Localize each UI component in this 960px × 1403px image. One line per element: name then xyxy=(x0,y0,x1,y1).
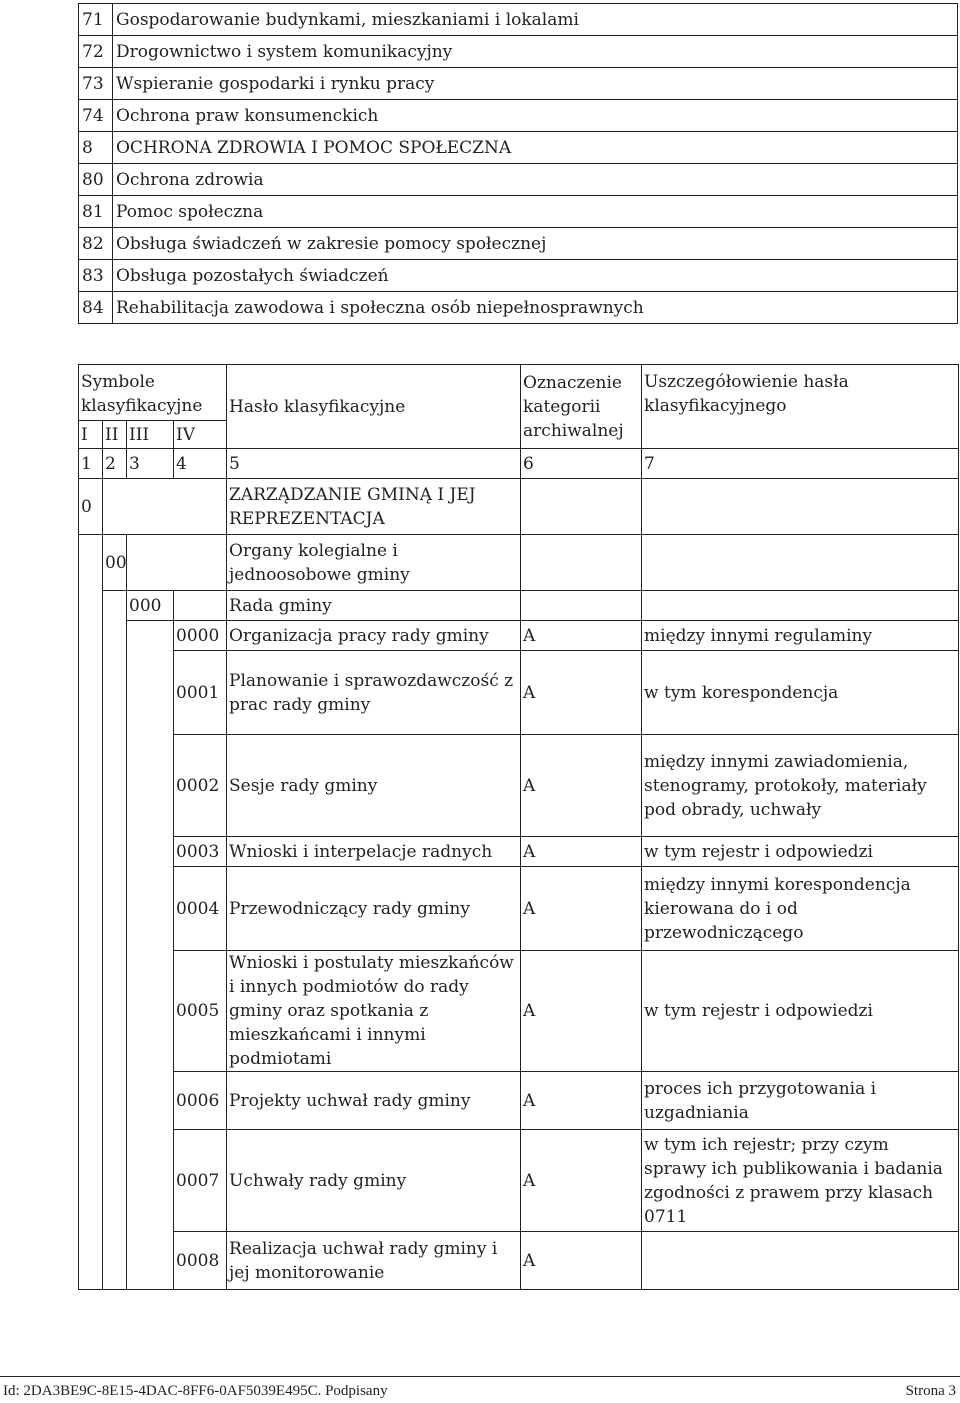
code-cell: 0001 xyxy=(174,651,227,735)
top-label-cell: Ochrona zdrowia xyxy=(113,164,958,196)
top-code-cell: 74 xyxy=(79,100,113,132)
page-number: Strona 3 xyxy=(905,1383,956,1399)
header-uszczegolowienie: Uszczegółowienie hasła klasyfikacyjnego xyxy=(642,365,959,449)
haslo-cell: Uchwały rady gminy xyxy=(227,1130,521,1232)
haslo-cell: Wnioski i postulaty mieszkańców i innych podmiotów do rady gminy oraz spotkania z mieszkańcami i innymi podmiotami xyxy=(227,951,521,1072)
header-haslo: Hasło klasyfikacyjne xyxy=(227,365,521,449)
code-cell: 0004 xyxy=(174,867,227,951)
top-label-cell: Drogownictwo i system komunikacyjny xyxy=(113,36,958,68)
haslo-cell: Organy kolegialne i jednoosobowe gminy xyxy=(227,535,521,591)
uwagi-cell: między innymi korespondencja kierowana do i od przewodniczącego xyxy=(642,867,959,951)
kat-cell: A xyxy=(521,1130,642,1232)
uwagi-cell xyxy=(642,535,959,591)
top-code-cell: 8 xyxy=(79,132,113,164)
top-table-row xyxy=(79,100,958,132)
table-row xyxy=(79,951,959,1072)
top-table-row xyxy=(79,164,958,196)
haslo-cell: Rada gminy xyxy=(227,591,521,621)
page-footer xyxy=(0,1376,960,1403)
uwagi-cell xyxy=(642,591,959,621)
empty-cell xyxy=(103,591,127,1290)
top-table-row xyxy=(79,260,958,292)
top-code-cell: 73 xyxy=(79,68,113,100)
kat-cell: A xyxy=(521,867,642,951)
table-row xyxy=(79,591,959,621)
header-oznaczenie: Oznaczenie kategorii archiwalnej xyxy=(521,365,642,449)
uwagi-cell: w tym korespondencja xyxy=(642,651,959,735)
uwagi-cell: proces ich przygotowania i uzgadniania xyxy=(642,1072,959,1130)
kat-cell: A xyxy=(521,837,642,867)
code-cell: 0005 xyxy=(174,951,227,1072)
top-table-row xyxy=(79,132,958,164)
top-code-cell: 71 xyxy=(79,4,113,36)
col-num-6: 6 xyxy=(521,449,642,479)
uwagi-cell xyxy=(642,1232,959,1290)
haslo-cell: Planowanie i sprawozdawczość z prac rady gminy xyxy=(227,651,521,735)
uwagi-cell xyxy=(642,479,959,535)
uwagi-cell: między innymi regulaminy xyxy=(642,621,959,651)
top-code-cell: 83 xyxy=(79,260,113,292)
top-classification-table xyxy=(78,3,958,324)
top-label-cell: Gospodarowanie budynkami, mieszkaniami i lokalami xyxy=(113,4,958,36)
empty-cell xyxy=(103,479,227,535)
top-table-row xyxy=(79,4,958,36)
top-label-cell: Rehabilitacja zawodowa i społeczna osób niepełnosprawnych xyxy=(113,292,958,324)
kat-cell: A xyxy=(521,621,642,651)
top-table-row xyxy=(79,36,958,68)
column-numbers-row xyxy=(79,449,959,479)
table-row xyxy=(79,621,959,651)
haslo-cell: Organizacja pracy rady gminy xyxy=(227,621,521,651)
kat-cell: A xyxy=(521,735,642,837)
uwagi-cell: w tym ich rejestr; przy czym sprawy ich publikowania i badania zgodności z prawem przy klasach 0711 xyxy=(642,1130,959,1232)
table-row xyxy=(79,735,959,837)
kat-cell xyxy=(521,591,642,621)
header-level-2: II xyxy=(103,421,127,449)
code-cell: 0007 xyxy=(174,1130,227,1232)
kat-cell xyxy=(521,479,642,535)
top-table-row xyxy=(79,292,958,324)
code-cell: 00 xyxy=(103,535,127,591)
haslo-cell: Sesje rady gminy xyxy=(227,735,521,837)
kat-cell: A xyxy=(521,1072,642,1130)
kat-cell: A xyxy=(521,1232,642,1290)
top-label-cell: OCHRONA ZDROWIA I POMOC SPOŁECZNA xyxy=(113,132,958,164)
header-level-1: I xyxy=(79,421,103,449)
table-row xyxy=(79,837,959,867)
col-num-7: 7 xyxy=(642,449,959,479)
table-row xyxy=(79,651,959,735)
table-row xyxy=(79,867,959,951)
top-table-row xyxy=(79,228,958,260)
haslo-cell: Wnioski i interpelacje radnych xyxy=(227,837,521,867)
table-row xyxy=(79,1232,959,1290)
top-table-row xyxy=(79,68,958,100)
kat-cell: A xyxy=(521,951,642,1072)
haslo-cell: Realizacja uchwał rady gminy i jej monitorowanie xyxy=(227,1232,521,1290)
code-cell: 000 xyxy=(127,591,174,621)
empty-cell xyxy=(127,621,174,1290)
code-cell: 0002 xyxy=(174,735,227,837)
col-num-3: 3 xyxy=(127,449,174,479)
top-label-cell: Ochrona praw konsumenckich xyxy=(113,100,958,132)
top-table-row xyxy=(79,196,958,228)
top-label-cell: Obsługa pozostałych świadczeń xyxy=(113,260,958,292)
code-cell: 0 xyxy=(79,479,103,535)
haslo-cell: ZARZĄDZANIE GMINĄ I JEJ REPREZENTACJA xyxy=(227,479,521,535)
top-code-cell: 80 xyxy=(79,164,113,196)
empty-cell xyxy=(79,535,103,1290)
col-num-2: 2 xyxy=(103,449,127,479)
header-symbols-text: Symbole klasyfikacyjne xyxy=(81,372,203,416)
empty-cell xyxy=(127,535,227,591)
header-level-3: III xyxy=(127,421,174,449)
top-label-cell: Wspieranie gospodarki i rynku pracy xyxy=(113,68,958,100)
code-cell: 0006 xyxy=(174,1072,227,1130)
col-num-1: 1 xyxy=(79,449,103,479)
code-cell: 0003 xyxy=(174,837,227,867)
header-symbols xyxy=(79,365,227,421)
top-code-cell: 72 xyxy=(79,36,113,68)
kat-cell: A xyxy=(521,651,642,735)
code-cell: 0008 xyxy=(174,1232,227,1290)
uwagi-cell: między innymi zawiadomienia, stenogramy, protokoły, materiały pod obrady, uchwały xyxy=(642,735,959,837)
uwagi-cell: w tym rejestr i odpowiedzi xyxy=(642,837,959,867)
table-row xyxy=(79,535,959,591)
table-row xyxy=(79,479,959,535)
header-row xyxy=(79,365,959,421)
haslo-cell: Przewodniczący rady gminy xyxy=(227,867,521,951)
uwagi-cell: w tym rejestr i odpowiedzi xyxy=(642,951,959,1072)
col-num-5: 5 xyxy=(227,449,521,479)
top-code-cell: 84 xyxy=(79,292,113,324)
classification-table xyxy=(78,364,959,1290)
top-code-cell: 82 xyxy=(79,228,113,260)
header-level-4: IV xyxy=(174,421,227,449)
col-num-4: 4 xyxy=(174,449,227,479)
empty-cell xyxy=(174,591,227,621)
kat-cell xyxy=(521,535,642,591)
top-label-cell: Pomoc społeczna xyxy=(113,196,958,228)
table-row xyxy=(79,1072,959,1130)
table-row xyxy=(79,1130,959,1232)
haslo-cell: Projekty uchwał rady gminy xyxy=(227,1072,521,1130)
code-cell: 0000 xyxy=(174,621,227,651)
document-id: Id: 2DA3BE9C-8E15-4DAC-8FF6-0AF5039E495C. Podpisany xyxy=(3,1383,388,1399)
top-label-cell: Obsługa świadczeń w zakresie pomocy społecznej xyxy=(113,228,958,260)
top-code-cell: 81 xyxy=(79,196,113,228)
